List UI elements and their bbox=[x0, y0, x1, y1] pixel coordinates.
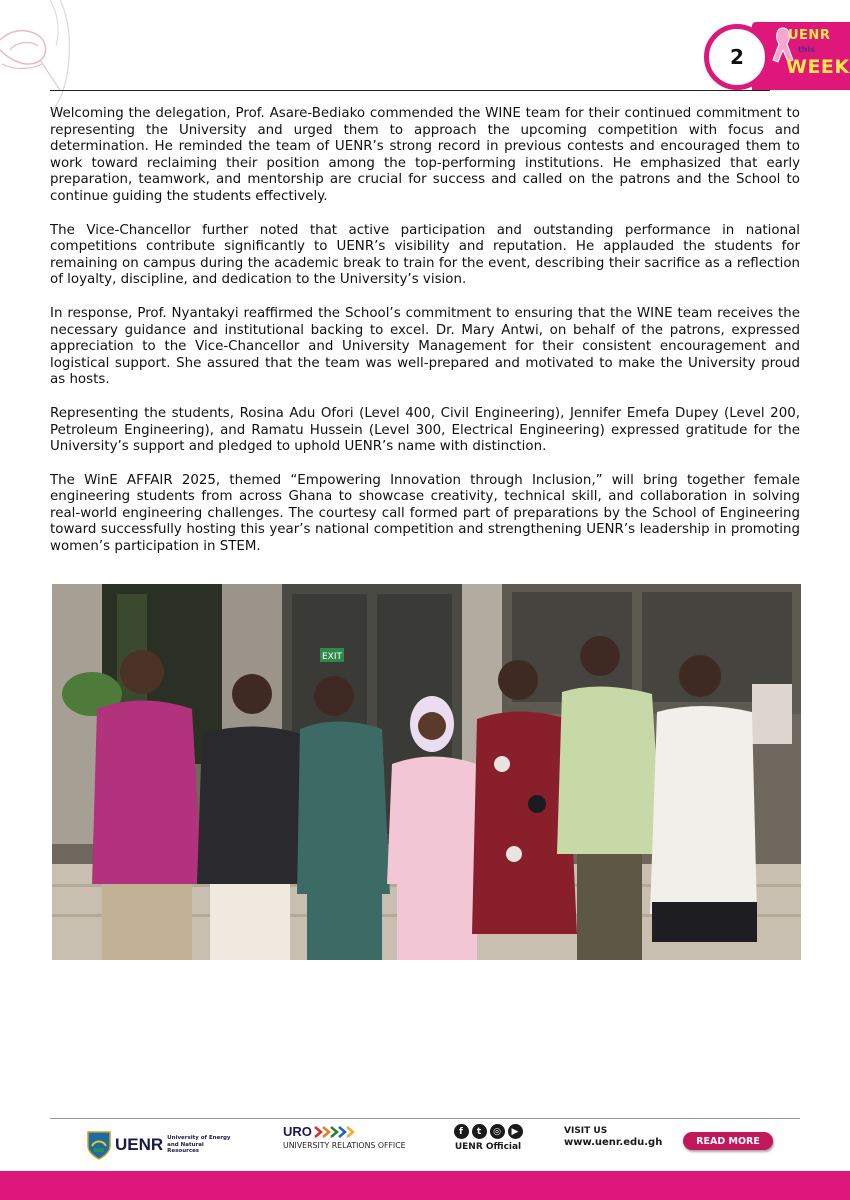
header-divider bbox=[50, 90, 770, 91]
paragraph: In response, Prof. Nyantakyi reaffirmed the School’s commitment to ensuring that the WINE team receives the necessary guidance and institutional backing to excel. Dr. Mary Antwi, on behalf of the patrons, expressed appreciation to the Vice-Chancellor and University Management for their consistent encouragement and logistical support. She assured that the team was well-prepared and motivated to make the University proud as hosts. bbox=[50, 305, 800, 388]
badge-line2: this bbox=[798, 45, 816, 54]
social-links bbox=[448, 1124, 528, 1156]
website-link[interactable]: www.uenr.edu.gh bbox=[564, 1137, 663, 1148]
exit-sign: EXIT bbox=[322, 652, 343, 662]
paragraph: Representing the students, Rosina Adu Ofori (Level 400, Civil Engineering), Jennifer Emefa Dupey (Level 200, Petroleum Engineering), and Ramatu Hussein (Level 300, Electrical Engineering) expressed gratitude for the University’s support and pledged to uphold UENR’s name with distinction. bbox=[50, 405, 800, 455]
visit-label: VISIT US bbox=[564, 1126, 608, 1136]
footer-divider bbox=[50, 1118, 800, 1119]
twitter-icon[interactable]: t bbox=[472, 1124, 487, 1139]
uro-logo[interactable] bbox=[283, 1124, 413, 1154]
badge-line3: WEEK bbox=[786, 56, 850, 78]
uro-abbr: URO bbox=[283, 1124, 312, 1139]
article-body bbox=[50, 106, 800, 573]
badge-line1: UENR bbox=[788, 28, 831, 43]
read-more-button[interactable]: READ MORE bbox=[683, 1132, 773, 1150]
social-handle: UENR Official bbox=[454, 1142, 522, 1152]
instagram-icon[interactable]: ◎ bbox=[490, 1124, 505, 1139]
uenr-abbr: UENR bbox=[115, 1135, 164, 1154]
bottom-accent-bar bbox=[0, 1171, 850, 1200]
uenr-logo[interactable] bbox=[86, 1128, 236, 1162]
uro-fullname: UNIVERSITY RELATIONS OFFICE bbox=[283, 1141, 406, 1150]
youtube-icon[interactable]: ▶ bbox=[508, 1124, 523, 1139]
paragraph: The WinE AFFAIR 2025, themed “Empowering Innovation through Inclusion,” will bring together female engineering students from across Ghana to showcase creativity, technical skill, and collaboration in solving real-world engineering challenges. The courtesy call formed part of preparations by the School of Engineering toward successfully hosting this year’s national competition and strengthening UENR’s leadership in promoting women’s participation in STEM. bbox=[50, 472, 800, 555]
uenr-fullname: University of Energy and Natural Resources bbox=[167, 1135, 231, 1155]
group-photo bbox=[52, 584, 801, 960]
visit-block bbox=[564, 1126, 662, 1148]
facebook-icon[interactable]: f bbox=[454, 1124, 469, 1139]
uenr-crest-icon bbox=[86, 1130, 112, 1160]
paragraph: Welcoming the delegation, Prof. Asare-Bediako commended the WINE team for their continued commitment to representing the University and urged them to approach the upcoming competition with focus and determination. He reminded the team of UENR’s strong record in previous contests and encouraged them to work toward reclaiming their position among the top-performing institutions. He emphasized that early preparation, teamwork, and mentorship are crucial for success and called on the patrons and the School to continue guiding the students effectively. bbox=[50, 106, 800, 204]
ribbon-hand-icon bbox=[0, 0, 80, 110]
paragraph: The Vice-Chancellor further noted that active participation and outstanding performance in national competitions contribute significantly to UENR’s visibility and reputation. He applauded the students for remaining on campus during the academic break to train for the event, describing their sacrifice as a reflection of loyalty, discipline, and dedication to the University’s vision. bbox=[50, 222, 800, 288]
page-number: 2 bbox=[704, 24, 770, 90]
uro-arrows-icon bbox=[313, 1125, 357, 1139]
